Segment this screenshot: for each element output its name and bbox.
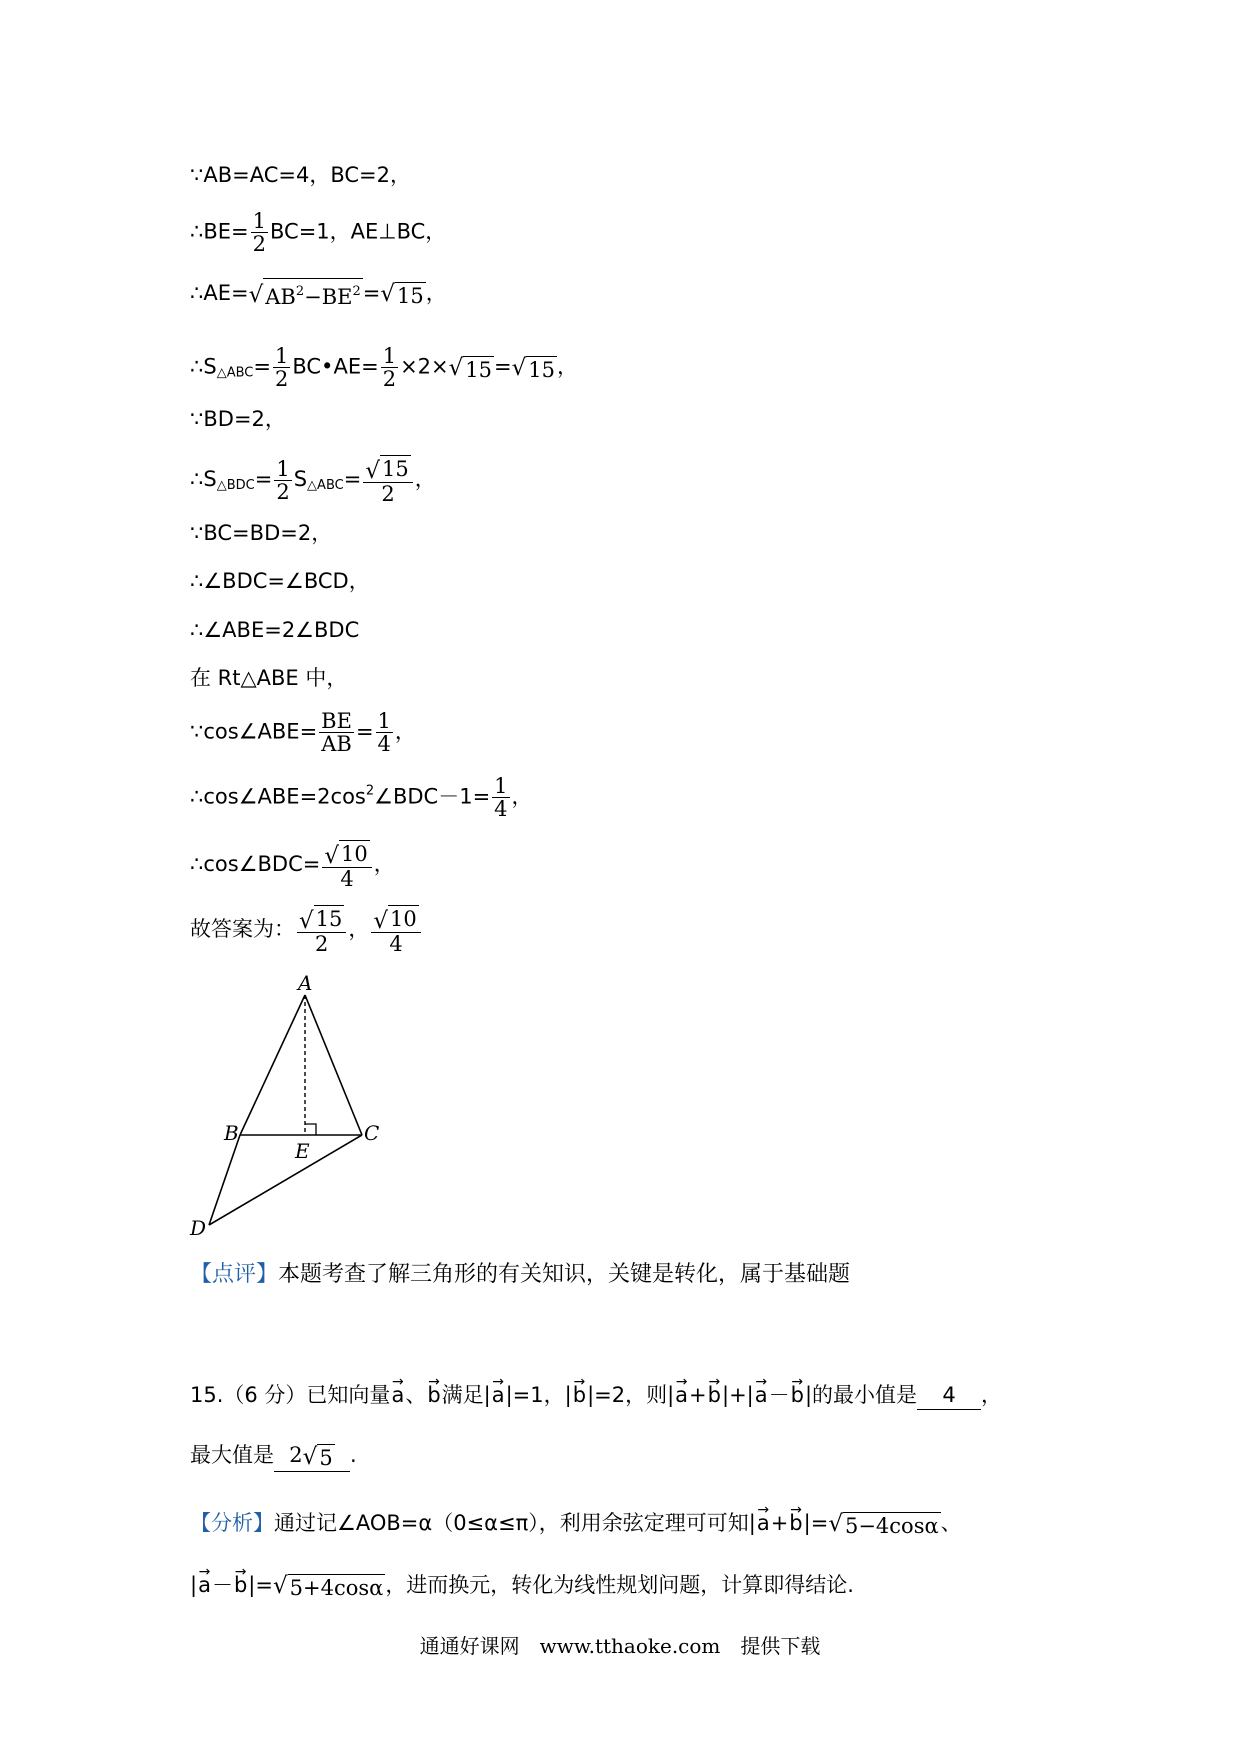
solution-line-10: 在 Rt△ABE 中，: [190, 666, 348, 690]
segment-ac: [305, 995, 362, 1135]
analysis-line-2: |→ a－→ b|= √ 5+4cosα ，进而换元，转化为线性规划问题，计算即得结论.: [190, 1570, 854, 1601]
label-d: D: [190, 1216, 207, 1240]
radical: √ 15: [380, 281, 424, 308]
analysis-line-1: 【分析】通过记∠AOB=α（0≤α≤π），利用余弦定理可可知|→ a+→ b|= √ 5−4cosα 、: [190, 1508, 962, 1539]
solution-line-3: ∴AE= √ $AB^2-BE^2$ = √ 15 ，: [190, 278, 447, 310]
fraction: $\frac{1}{2}$: [274, 344, 289, 391]
label-e: E: [295, 1139, 310, 1163]
solution-line-9: ∴∠ABE=2∠BDC: [190, 618, 360, 642]
radical: √ 15: [448, 354, 493, 382]
solution-line-1: ∵AB=AC=4，BC=2，: [190, 163, 412, 187]
fraction: $\frac{1}{2}$: [252, 209, 267, 256]
label-a: A: [298, 975, 313, 995]
solution-line-8: ∴∠BDC=∠BCD，: [190, 569, 370, 593]
radical: √ 5+4cosα: [272, 1573, 384, 1600]
solution-line-6: $\therefore S_{\triangle BDC}=$ $\frac{1}{2}$ $S_{\triangle ABC}=$ √ 15 2 ，: [190, 456, 436, 506]
review-tag: 【点评】: [190, 1262, 279, 1287]
fraction: $\frac{1}{2}$: [276, 456, 290, 504]
solution-line-11: ∵cos∠ABE= $\frac{BE}{AB}$ = $\frac{1}{4}$ ，: [190, 709, 416, 756]
solution-line-2: ∴BE= $\frac{1}{2}$ BC=1，AE⊥BC，: [190, 209, 447, 256]
review-line: 【点评】本题考查了解三角形的有关知识，关键是转化，属于基础题: [190, 1262, 851, 1287]
segment-dc: [209, 1135, 362, 1225]
analysis-tag: 【分析】: [190, 1511, 274, 1535]
fraction: $\frac{1}{4}$: [377, 709, 391, 756]
question-15-line-1: 15.（6 分）已知向量→ a、→ b满足|→ a|=1，|→ b|=2，则|→ a+→ b|+|→ a－→ b|的最小值是 4 ，: [190, 1380, 1002, 1410]
segment-bd: [209, 1135, 240, 1225]
fraction: $\frac{1}{4}$: [494, 774, 508, 821]
radical: √ 15: [511, 354, 556, 382]
answer-line: 故答案为： √ 15 2 ， √ 10 4: [190, 905, 423, 955]
fraction: √ 10 4: [322, 840, 371, 890]
fraction: √ 10 4: [371, 905, 420, 955]
answer-blank-max: 2 √ 5: [274, 1441, 350, 1472]
radical: √ 5−4cosα: [828, 1511, 939, 1538]
radical: √ $AB^2-BE^2$: [249, 278, 363, 310]
fraction: $\frac{1}{2}$: [382, 344, 397, 391]
fraction: $\frac{BE}{AB}$: [321, 709, 352, 756]
solution-line-4: $\therefore S_{\triangle ABC}=$ $\frac{1}{2}$ BC•AE= $\frac{1}{2}$ ×2× √ 15 = √ 15 ，: [190, 344, 579, 391]
fraction: √ 15 2: [297, 905, 346, 955]
question-15-line-2: 最大值是 2 √ 5 .: [190, 1443, 357, 1470]
right-angle-mark: [305, 1124, 316, 1135]
segment-ab: [240, 995, 305, 1135]
solution-line-12: $\therefore\cos\angle ABE=2\cos^2\angle BDC-1=$ $\frac{1}{4}$ ，: [190, 774, 533, 821]
label-c: C: [364, 1121, 380, 1145]
answer-blank-min: 4: [917, 1381, 981, 1410]
fraction: √ 15 2: [363, 455, 412, 505]
solution-line-13: ∴cos∠BDC= √ 10 4 ，: [190, 842, 395, 891]
triangle-figure: [180, 975, 400, 1250]
label-b: B: [224, 1121, 239, 1145]
solution-line-7: ∵BC=BD=2，: [190, 521, 333, 545]
page-footer: 通通好课网 www.tthaoke.com 提供下载: [419, 1634, 821, 1658]
solution-line-5: ∵BD=2，: [190, 407, 286, 431]
